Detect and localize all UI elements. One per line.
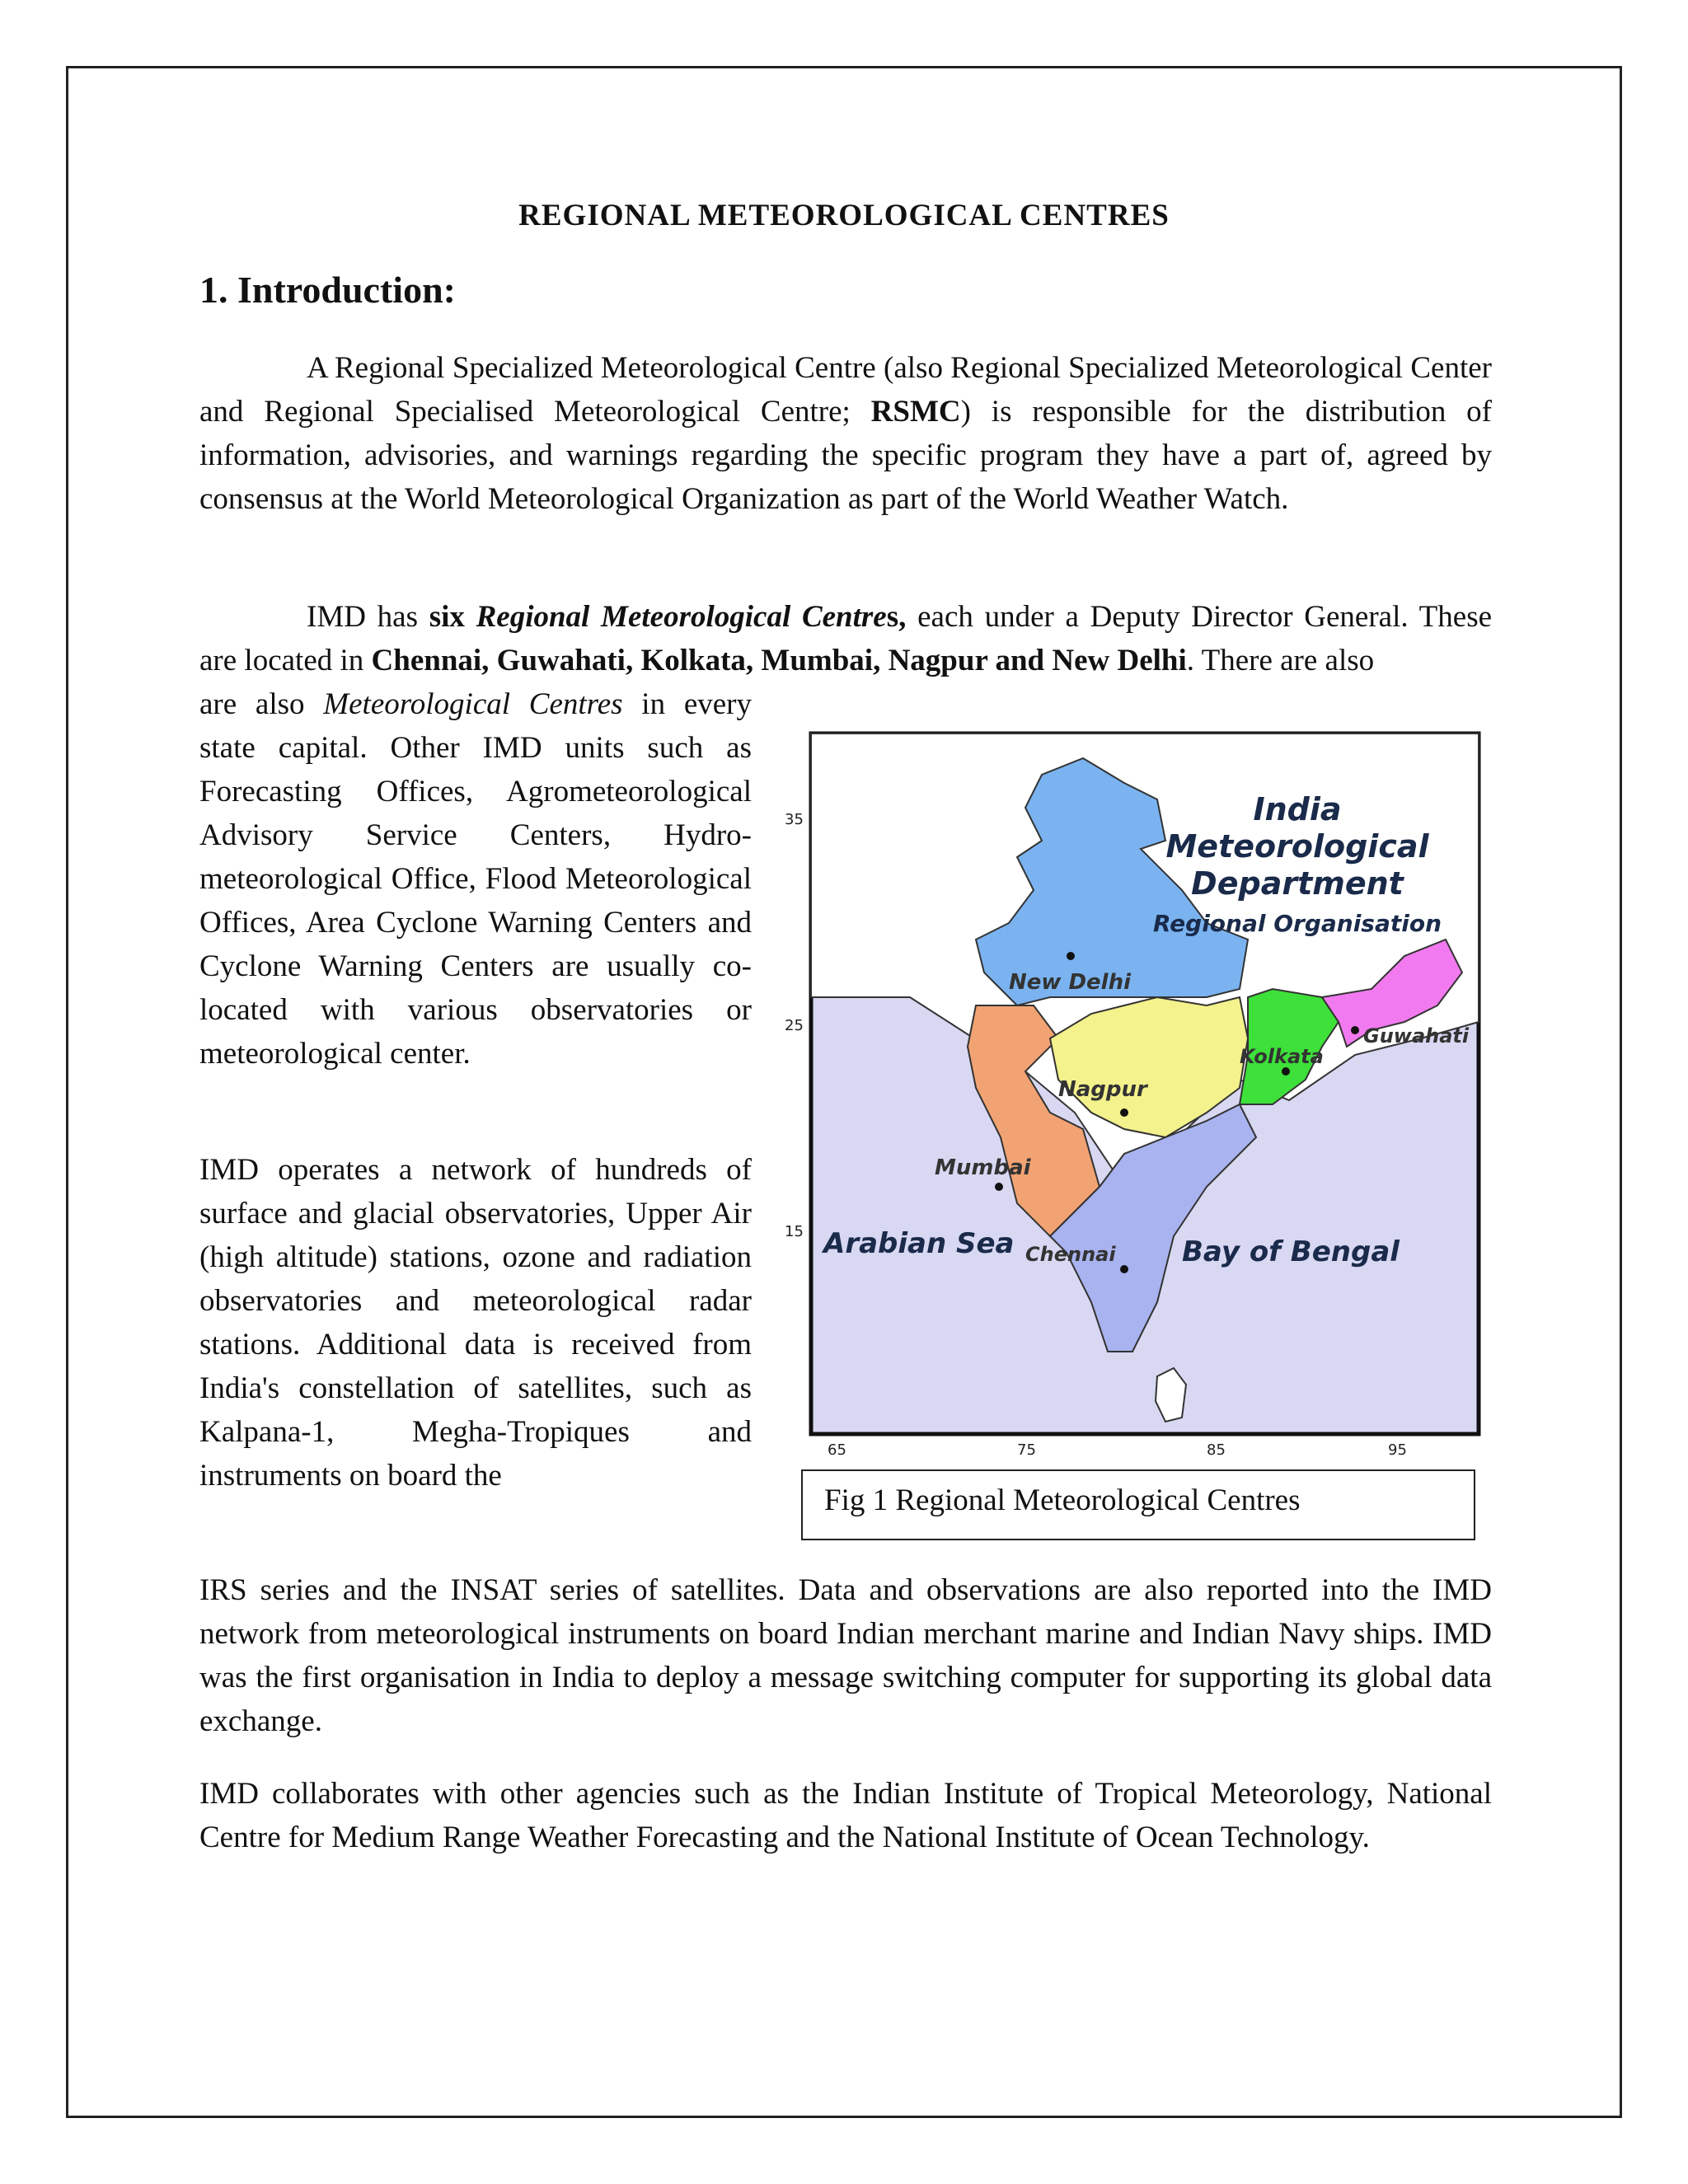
intro-paragraph-2-column: are also Meteorological Centres in every state capital. Other IMD units such as Forecasting Offices, Agrometeorological Advisory Service Centers, Hydro-meteorological Office, Flood Meteorological Offices, Area Cyclone Warning Centers and Cyclone Warning Centers are usually co-located with various observatories or meteorological center.: [199, 687, 752, 1071]
lon-tick-65: 65: [828, 1441, 846, 1459]
map-title-line-1: India: [1253, 791, 1342, 827]
page-title: REGIONAL METEOROLOGICAL CENTRES: [518, 199, 1170, 232]
label-arabian-sea: Arabian Sea: [823, 1227, 1015, 1260]
label-bay-of-bengal: Bay of Bengal: [1182, 1235, 1400, 1268]
mumbai-dot: [995, 1183, 1003, 1191]
map-subtitle: Regional Organisation: [1153, 910, 1442, 937]
section-heading: 1. Introduction:: [199, 269, 456, 311]
label-kolkata: Kolkata: [1240, 1045, 1324, 1068]
nagpur-dot: [1120, 1108, 1128, 1117]
lon-tick-95: 95: [1388, 1441, 1407, 1459]
kolkata-dot: [1282, 1067, 1290, 1076]
lat-tick-25: 25: [785, 1017, 804, 1034]
lon-tick-75: 75: [1017, 1441, 1036, 1459]
figure-caption: Fig 1 Regional Meteorological Centres: [824, 1483, 1301, 1517]
lat-tick-15: 15: [785, 1223, 804, 1240]
new-delhi-dot: [1067, 952, 1075, 960]
intro-paragraph-1: A Regional Specialized Meteorological Centre (also Regional Specialized Meteorological Center and Regional Specialised Meteorological Centre; RSMC) is responsible for the distribution of information, advisories, and warnings regarding the specific program they have a part of, agreed by consensus at the World Meteorological Organization as part of the World Weather Watch.: [199, 351, 1492, 516]
map-title-line-3: Department: [1191, 865, 1404, 902]
imd-regional-map: [778, 725, 1487, 1459]
figure-caption-box: [801, 1469, 1475, 1540]
intro-paragraph-4: IMD collaborates with other agencies such as the Indian Institute of Tropical Meteorology, National Centre for Medium Range Weather Forecasting and the National Institute of Ocean Technology.: [199, 1777, 1492, 1854]
lon-tick-85: 85: [1207, 1441, 1226, 1459]
guwahati-dot: [1351, 1026, 1359, 1034]
intro-paragraph-2-top: IMD has six Regional Meteorological Centres, each under a Deputy Director General. These are located in Chennai, Guwahati, Kolkata, Mumbai, Nagpur and New Delhi. There are also: [199, 600, 1492, 677]
label-guwahati: Guwahati: [1363, 1024, 1470, 1047]
map-title-line-2: Meteorological: [1165, 828, 1429, 865]
intro-paragraph-3-column: IMD operates a network of hundreds of surface and glacial observatories, Upper Air (high altitude) stations, ozone and radiation observatories and meteorological radar stations. Additional data is received from India's constellation of satellites, such as Kalpana-1, Megha-Tropiques and instruments on board the: [199, 1153, 752, 1493]
label-new-delhi: New Delhi: [1009, 970, 1132, 995]
intro-paragraph-3-continued: IRS series and the INSAT series of satellites. Data and observations are also reported into the IMD network from meteorological instruments on board Indian merchant marine and Indian Navy ships. IMD was the first organisation in India to deploy a message switching computer for supporting its global data exchange.: [199, 1573, 1492, 1738]
label-mumbai: Mumbai: [935, 1155, 1031, 1180]
map-svg: [778, 725, 1487, 1459]
label-chennai: Chennai: [1025, 1243, 1116, 1266]
lat-tick-35: 35: [785, 811, 804, 828]
chennai-dot: [1120, 1265, 1128, 1273]
label-nagpur: Nagpur: [1058, 1077, 1147, 1102]
